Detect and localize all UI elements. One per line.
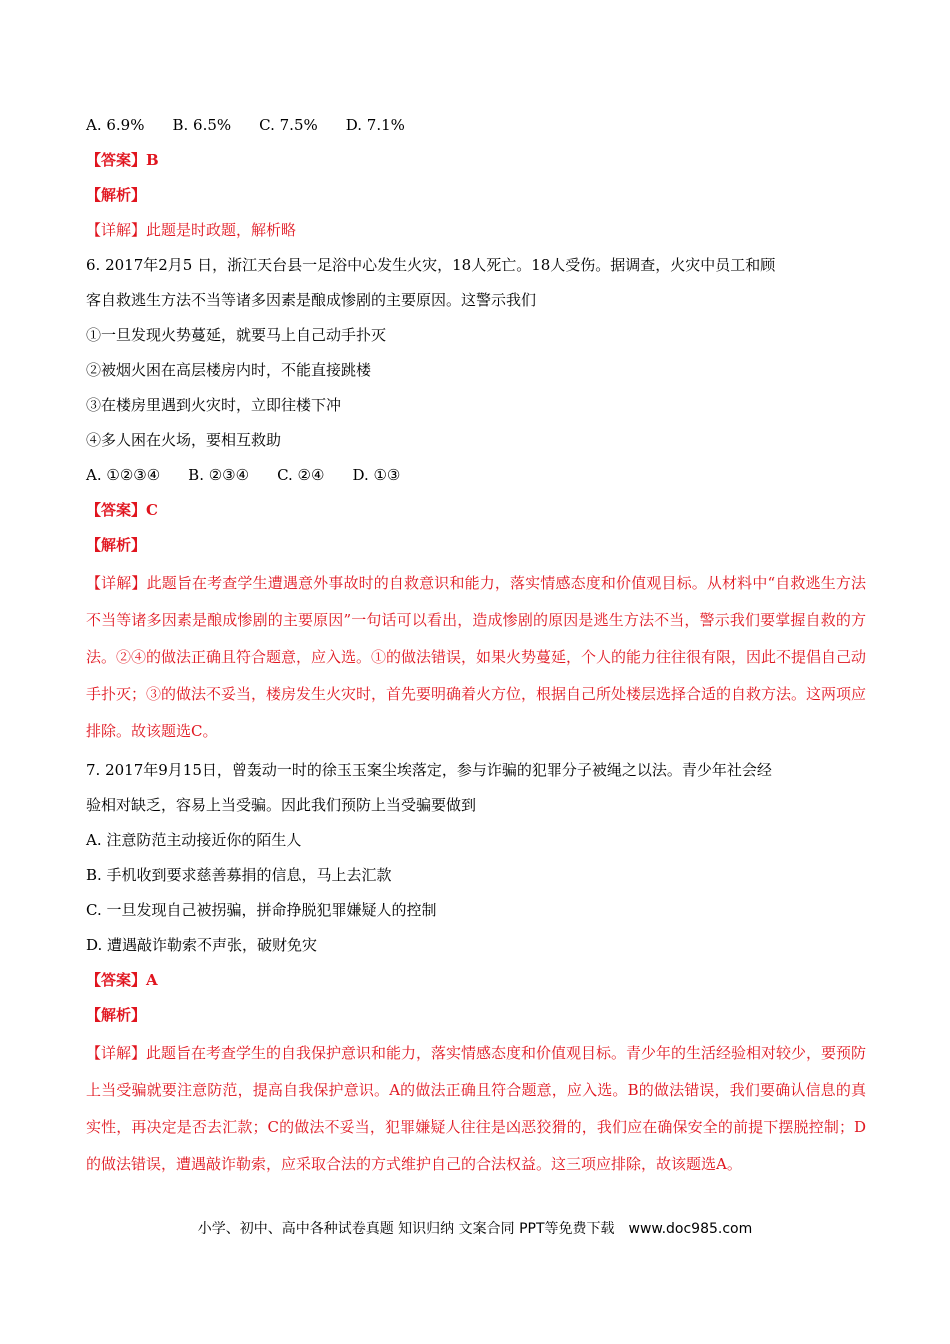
q6-stem-line1: 6. 2017年2月5 日，浙江天台县一足浴中心发生火灾，18人死亡。18人受伤。据调查，火灾中员工和顾: [86, 256, 776, 274]
q5-analysis-label: 【解析】: [86, 186, 147, 204]
q7-analysis-label: 【解析】: [86, 1006, 147, 1024]
q6-options: [86, 458, 866, 493]
option-d: D. ①③: [352, 466, 401, 484]
q5-options: [86, 108, 866, 143]
option-d: D. 7.1%: [345, 116, 405, 134]
q7-answer: 【答案】A: [86, 971, 158, 989]
option-c: C. ②④: [277, 466, 325, 484]
q7-stem-line2: 验相对缺乏，容易上当受骗。因此我们预防上当受骗要做到: [86, 796, 477, 814]
option-b: B. 6.5%: [172, 116, 232, 134]
q7-option-d: D. 遭遇敲诈勒索不声张，破财免灾: [86, 936, 318, 954]
q6-analysis-label: 【解析】: [86, 536, 147, 554]
q5-answer: 【答案】B: [86, 151, 159, 169]
option-a: A. 6.9%: [86, 116, 145, 134]
option-a: A. ①②③④: [86, 466, 161, 484]
q7-option-b: B. 手机收到要求慈善募捐的信息，马上去汇款: [86, 866, 392, 884]
option-c: C. 7.5%: [259, 116, 318, 134]
q6-stem-line2: 客自救逃生方法不当等诸多因素是酿成惨剧的主要原因。这警示我们: [86, 291, 537, 309]
page-footer: 小学、初中、高中各种试卷真题 知识归纳 文案合同 PPT等免费下载 www.doc985.com: [197, 1221, 753, 1237]
q6-item-2: ②被烟火困在高层楼房内时，不能直接跳楼: [86, 361, 372, 379]
q6-answer: 【答案】C: [86, 501, 158, 519]
q6-item-1: ①一旦发现火势蔓延，就要马上自己动手扑灭: [86, 326, 387, 344]
q6-item-3: ③在楼房里遇到火灾时，立即往楼下冲: [86, 396, 342, 414]
q6-detail: 【详解】此题旨在考查学生遭遇意外事故时的自救意识和能力，落实情感态度和价值观目标。从材料中“自救逃生方法不当等诸多因素是酿成惨剧的主要原因”一句话可以看出，造成惨剧的原因是逃生方法不当，警示我们要掌握自救的方法。②④的做法正确且符合题意，应入选。①的做法错误，如果火势蔓延，个人的能力往往很有限，因此不提倡自己动手扑灭；③的做法不妥当，楼房发生火灾时，首先要明确着火方位，根据自己所处楼层选择合适的自救方法。这两项应排除。故该题选C。: [86, 574, 867, 740]
q6-item-4: ④多人困在火场，要相互救助: [86, 431, 282, 449]
q5-detail: 【详解】此题是时政题，解析略: [86, 221, 297, 239]
q7-detail: 【详解】此题旨在考查学生的自我保护意识和能力，落实情感态度和价值观目标。青少年的生活经验相对较少，要预防上当受骗就要注意防范，提高自我保护意识。A的做法正确且符合题意，应入选。B的做法错误，我们要确认信息的真实性，再决定是否去汇款；C的做法不妥当，犯罪嫌疑人往往是凶恶狡猾的，我们应在确保安全的前提下摆脱控制；D的做法错误，遭遇敲诈勒索，应采取合法的方式维护自己的合法权益。这三项应排除，故该题选A。: [86, 1044, 867, 1173]
option-b: B. ②③④: [188, 466, 250, 484]
q7-option-a: A. 注意防范主动接近你的陌生人: [86, 831, 302, 849]
q7-stem-line1: 7. 2017年9月15日，曾轰动一时的徐玉玉案尘埃落定，参与诈骗的犯罪分子被绳之以法。青少年社会经: [86, 761, 772, 779]
q7-option-c: C. 一旦发现自己被拐骗，拼命挣脱犯罪嫌疑人的控制: [86, 901, 437, 919]
document-body: [86, 108, 866, 1183]
